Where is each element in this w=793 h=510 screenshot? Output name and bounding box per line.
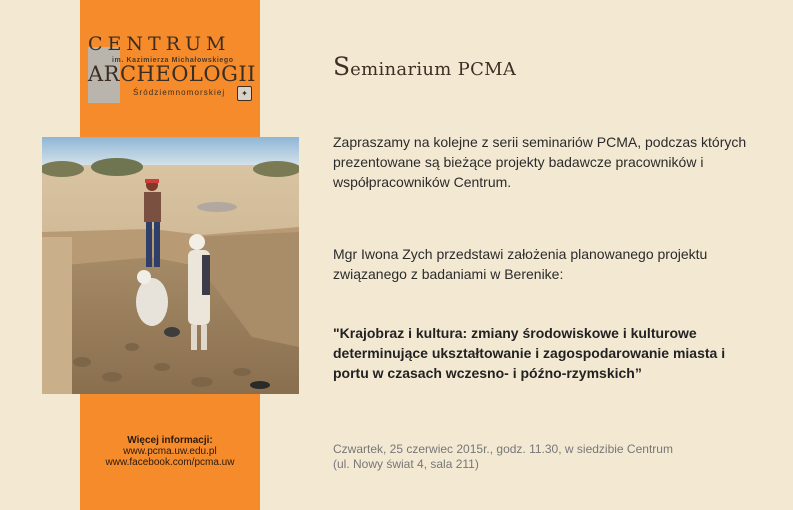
website-link[interactable]: www.pcma.uw.edu.pl	[123, 446, 217, 457]
title-initial: S	[333, 52, 351, 81]
more-info-block	[80, 435, 260, 468]
lecture-title: "Krajobraz i kultura: zmiany środowiskowe i kulturowe determinujące ukształtowanie i zagospodarowanie miasta i portu w czasach wczesno- i późno-rzymskich”	[333, 325, 726, 381]
title-rest: eminarium PCMA	[350, 59, 517, 80]
logo-line-archeologii: ARCHEOLOGII	[88, 62, 256, 86]
page-title	[333, 52, 516, 81]
logo-line-centrum: CENTRUM	[88, 33, 231, 55]
pcma-emblem-icon: ✦	[237, 86, 252, 101]
event-details	[333, 442, 763, 472]
facebook-link[interactable]: www.facebook.com/pcma.uw	[105, 457, 235, 468]
event-date-time: Czwartek, 25 czerwiec 2015r., godz. 11.30, w siedzibie Centrum	[333, 442, 673, 456]
speaker-paragraph: Mgr Iwona Zych przedstawi założenia planowanego projektu związanego z badaniami w Berenike:	[333, 246, 708, 282]
logo-line-patron: im. Kazimierza Michałowskiego	[112, 57, 234, 64]
excavation-photo	[42, 137, 299, 394]
event-location: (ul. Nowy świat 4, sala 211)	[333, 457, 479, 471]
more-info-heading: Więcej informacji:	[127, 435, 213, 446]
intro-paragraph: Zapraszamy na kolejne z serii seminariów PCMA, podczas których prezentowane są bieżące projekty badawcze pracowników i współpracowników Centrum.	[333, 134, 747, 190]
logo-line-srodziemnomorskiej: Śródziemnomorskiej	[133, 88, 226, 97]
